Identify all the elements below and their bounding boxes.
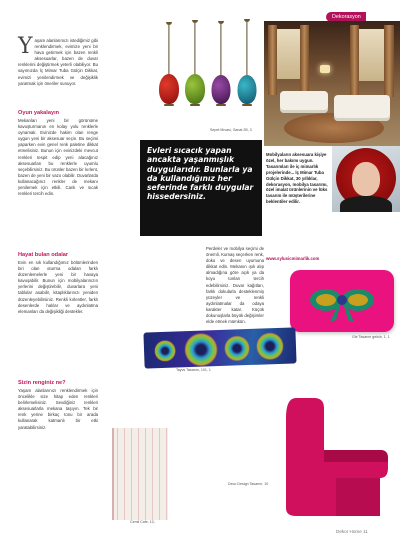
vase-green xyxy=(184,16,206,126)
vase-red xyxy=(158,16,180,126)
bio-website[interactable]: www.sylusicmimarlik.com xyxy=(266,256,320,261)
bio-block xyxy=(266,152,330,205)
drop-cap: Y xyxy=(18,34,33,59)
designer-portrait xyxy=(332,146,400,212)
vase-purple xyxy=(210,16,232,126)
section-1 xyxy=(18,110,98,197)
pull-quote: Evleri sıcacık yapan ancakta yaşanmışlık duygularıdır. Bunlarla ya da kullandığınız her seferinde farklı duygular hissedersiniz. xyxy=(140,140,262,236)
column-2 xyxy=(206,246,264,325)
vase-teal xyxy=(236,16,258,126)
intro-paragraph xyxy=(18,34,98,87)
vases-caption: Sepet Mıvası, Sanat 2B, 3 xyxy=(210,128,252,132)
pink-chair xyxy=(276,388,396,528)
bow-icon xyxy=(290,270,394,332)
section-heading: Sizin renginiz ne? xyxy=(18,380,66,386)
page-footer: Dekor Home 11 xyxy=(336,529,368,534)
section-tag: Dekorasyon xyxy=(326,12,366,22)
section-heading: Oyun yakalayın xyxy=(18,110,60,116)
section-text: Yaşam alanlarınızı renklendirmek için öncelikle size hitap eden renkleri belirlemelisiniz. Sevdiğiniz renkleri aksesuarlarla mekana taşıyın. Tek bir renk yerine birkaç tonu bir arada kullanarak katmanlı bir etki yaratabilirsiniz. xyxy=(18,388,98,430)
peacock-panel xyxy=(143,327,296,368)
vases-image xyxy=(150,16,260,128)
section-text: Evin en sık kullandığımız bölümlerinden biri olan oturma odaları farklı düzenlemelerle yeni bir havaya kavuşabilir. Bunun için mobilyalarınızın yerlerini değiştirebilir, duvarlara yeni tablolar asabilir, kitaplıklarınızı yeniden düzenleyebilirsiniz. Renkli kırlentler, farklı desenlerde halılar ve aydınlatma elemanları da değişikliği destekler. xyxy=(18,260,98,314)
pillow-caption: Gle Tasarım gelsin, 1, 1 xyxy=(352,335,390,339)
curtain-fabric xyxy=(112,428,168,520)
chair-icon xyxy=(276,388,396,528)
curtain-caption: Cemil Cafe, 10, xyxy=(130,520,155,524)
intro-block xyxy=(18,34,98,87)
pink-pillow xyxy=(290,270,394,332)
section-text: Mekanları yeni bir görünüme kavuşturmanın en kolay yolu renklerle oynamak. Evinizde hakim olan renge uygun yeni bir aksesuar seçin. Bu seçimi yaparken evin genel renk paletine dikkat etmelisiniz. Bunun için evinizdeki mevcut renkleri tespit edip yeni alacağınız aksesuarları bu renklerle uyumlu seçebilirsiniz. Bu ürünler bazen bir kırlent, bazen de yeni bir vazo olabilir. Duvarlarda kullanacağınız renkler de mekanı yenilemek için etkili. Canlı ve sıcak renkleri tercih edin. xyxy=(18,118,98,197)
bio-text: Mobilyaların aksesuara kişiye özel, her bakımı uygun. Tasarımları ile iç mimarlık projelerinde... İç Mimar Tuba Gülçin Dikkat, 30 yıllıklar, dekorasyon, mobilya tasarımı, özel imalat ürünlerinin ve lüks tasarım ile müşterilerine beklentiler edilir. xyxy=(266,152,328,205)
peacock-caption: Tayvs Tasarım, 101, 1 xyxy=(176,368,211,372)
section-heading: Hayat bulan odalar xyxy=(18,252,69,258)
living-room-photo xyxy=(264,21,400,146)
intro-text: aşam alanlarımızı istediğimiz gibi renklendirmek, evimize yeni bir hava getirmek için bazen renkli aksesuarlar, bazen de duvar renklerini değiştirmek yeterli olabiliyor. Bu sayımızda İç Mimar Tuba Gülçin Dikkat, evimizi yenilendirmek ve değişiklik yaratmak için öneriler sunuyor. xyxy=(18,38,98,86)
section-3 xyxy=(18,380,98,431)
section-2 xyxy=(18,252,98,315)
chair-caption: Deco Design Tasarım, 10 xyxy=(228,482,269,486)
column-2-text: Perdeler ve mobilya seçimi de önemli. Kumaş seçerken renk, doku ve desen uyumuna dikkat edin. Mekanın ışık alıp almadığına göre açık ya da koyu tonları tercih edebilirsiniz. Duvar kağıtları, farklı dokularla desteklenmiş yüzeyler ve renkli aydınlatmalar da odaya karakter katar. Küçük dokunuşlarla büyük değişimler elde etmek mümkün. xyxy=(206,246,264,325)
